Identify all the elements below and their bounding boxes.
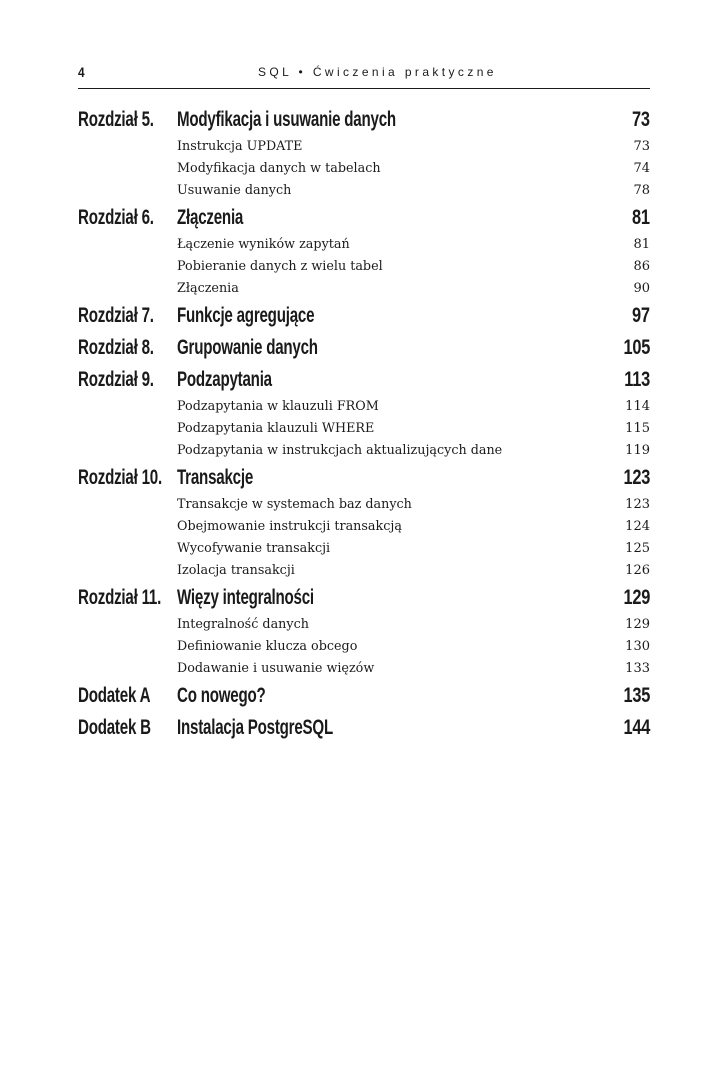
toc-section-row: [78, 538, 650, 560]
toc-section-row: [78, 614, 650, 636]
toc-section-row: [78, 136, 650, 158]
toc-chapter-row: [78, 582, 650, 614]
toc-section-row: [78, 636, 650, 658]
toc-section-row: [78, 256, 650, 278]
section-title: Podzapytania w instrukcjach aktualizujących dane: [177, 443, 503, 458]
section-page-number: 78: [633, 183, 650, 198]
section-page-number: 119: [625, 443, 650, 458]
toc-chapter-row: [78, 300, 650, 332]
section-title: Transakcje w systemach baz danych: [177, 497, 412, 512]
section-title: Podzapytania w klauzuli FROM: [177, 399, 379, 414]
toc-section-row: [78, 396, 650, 418]
toc-chapter-row: [78, 712, 650, 744]
toc-section-row: [78, 658, 650, 680]
chapter-page-number: 144: [623, 716, 650, 739]
chapter-title: Funkcje agregujące: [177, 304, 315, 327]
chapter-label: Rozdział 7.: [78, 304, 154, 327]
toc-section-row: [78, 278, 650, 300]
chapter-page-number: 81: [632, 206, 650, 229]
chapter-title: Modyfikacja i usuwanie danych: [177, 108, 396, 131]
section-page-number: 133: [625, 661, 650, 676]
toc-section-row: [78, 494, 650, 516]
chapter-page-number: 135: [623, 684, 650, 707]
section-page-number: 73: [633, 139, 650, 154]
chapter-title: Podzapytania: [177, 368, 272, 391]
chapter-label: Rozdział 8.: [78, 336, 154, 359]
page-header: [78, 64, 650, 89]
section-title: Izolacja transakcji: [177, 563, 295, 578]
toc-chapter-row: [78, 332, 650, 364]
toc-section-row: [78, 440, 650, 462]
section-page-number: 125: [625, 541, 650, 556]
section-title: Wycofywanie transakcji: [177, 541, 331, 556]
section-page-number: 123: [625, 497, 650, 512]
page-number: 4: [78, 64, 85, 80]
section-title: Definiowanie klucza obcego: [177, 639, 358, 654]
section-page-number: 90: [633, 281, 650, 296]
chapter-page-number: 105: [623, 336, 650, 359]
chapter-page-number: 129: [623, 586, 650, 609]
section-page-number: 124: [625, 519, 650, 534]
section-page-number: 115: [625, 421, 650, 436]
section-title: Pobieranie danych z wielu tabel: [177, 259, 383, 274]
section-title: Integralność danych: [177, 617, 309, 632]
running-title: SQL • Ćwiczenia praktyczne: [258, 65, 497, 79]
toc-section-row: [78, 158, 650, 180]
chapter-label: Dodatek A: [78, 684, 151, 707]
chapter-title: Grupowanie danych: [177, 336, 318, 359]
chapter-label: Rozdział 9.: [78, 368, 154, 391]
toc-section-row: [78, 516, 650, 538]
section-title: Podzapytania klauzuli WHERE: [177, 421, 375, 436]
section-title: Łączenie wyników zapytań: [177, 237, 350, 252]
chapter-label: Rozdział 10.: [78, 466, 162, 489]
chapter-title: Złączenia: [177, 206, 244, 229]
toc-chapter-row: [78, 364, 650, 396]
chapter-page-number: 73: [632, 108, 650, 131]
chapter-label: Rozdział 11.: [78, 586, 162, 609]
chapter-page-number: 123: [623, 466, 650, 489]
section-title: Obejmowanie instrukcji transakcją: [177, 519, 402, 534]
section-page-number: 74: [633, 161, 650, 176]
chapter-page-number: 113: [624, 368, 650, 391]
toc-chapter-row: [78, 462, 650, 494]
toc-section-row: [78, 234, 650, 256]
chapter-label: Rozdział 6.: [78, 206, 154, 229]
chapter-label: Dodatek B: [78, 716, 151, 739]
chapter-title: Co nowego?: [177, 684, 266, 707]
section-title: Dodawanie i usuwanie więzów: [177, 661, 375, 676]
toc-section-row: [78, 180, 650, 202]
toc-chapter-row: [78, 104, 650, 136]
section-page-number: 86: [633, 259, 650, 274]
chapter-label: Rozdział 5.: [78, 108, 154, 131]
toc-chapter-row: [78, 202, 650, 234]
toc-chapter-row: [78, 680, 650, 712]
section-page-number: 129: [625, 617, 650, 632]
chapter-page-number: 97: [632, 304, 650, 327]
toc-section-row: [78, 418, 650, 440]
table-of-contents: [78, 104, 650, 744]
chapter-title: Więzy integralności: [177, 586, 314, 609]
chapter-title: Transakcje: [177, 466, 254, 489]
section-title: Złączenia: [177, 281, 239, 296]
toc-section-row: [78, 560, 650, 582]
section-page-number: 81: [633, 237, 650, 252]
section-title: Instrukcja UPDATE: [177, 139, 303, 154]
section-page-number: 114: [625, 399, 650, 414]
chapter-title: Instalacja PostgreSQL: [177, 716, 333, 739]
section-title: Usuwanie danych: [177, 183, 292, 198]
section-page-number: 126: [625, 563, 650, 578]
section-title: Modyfikacja danych w tabelach: [177, 161, 381, 176]
section-page-number: 130: [625, 639, 650, 654]
